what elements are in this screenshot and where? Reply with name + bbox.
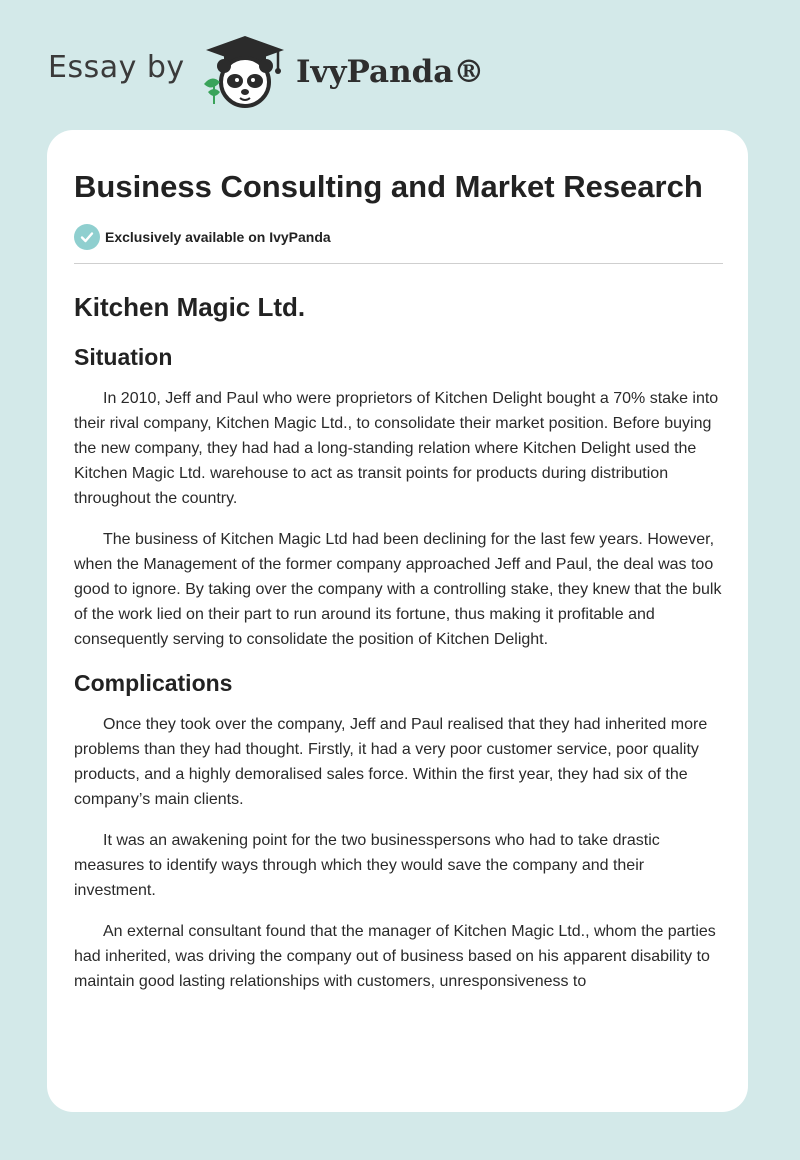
- paragraph: An external consultant found that the manager of Kitchen Magic Ltd., whom the parties had inherited, was driving the company out of business based on his apparent disability to maintain good lasting relationships with customers, unresponsiveness to: [74, 923, 716, 990]
- company-heading: Kitchen Magic Ltd.: [74, 292, 306, 322]
- ivypanda-logo-icon[interactable]: [200, 36, 290, 108]
- exclusive-badge: [74, 224, 724, 250]
- section-heading-complications: Complications: [74, 670, 233, 696]
- essay-title: Business Consulting and Market Research: [74, 169, 703, 204]
- paragraph: Once they took over the company, Jeff and Paul realised that they had inherited more problems than they had thought. Firstly, it had a very poor customer service, poor quality products, and a highly demoralised sales force. Within the first year, they had six of the company’s main clients.: [74, 716, 708, 808]
- exclusive-label: Exclusively available on IvyPanda: [105, 229, 331, 245]
- divider: [74, 263, 723, 264]
- paragraph: It was an awakening point for the two businesspersons who had to take drastic measures to identify ways through which they would save the company and their investment.: [74, 832, 660, 899]
- essay-content: [74, 166, 724, 994]
- paragraph: The business of Kitchen Magic Ltd had been declining for the last few years. However, when the Management of the former company approached Jeff and Paul, the deal was too good to ignore. By taking over the company with a controlling stake, they knew that the bulk of the work lied on their part to run around its fortune, thus making it profitable and consequently serving to consolidate the position of Kitchen Delight.: [74, 531, 722, 648]
- site-header: [0, 0, 800, 130]
- essay-card: [47, 130, 748, 1112]
- section-heading-situation: Situation: [74, 344, 173, 370]
- essay-by-label: Essay by: [48, 50, 185, 85]
- checkmark-icon: [74, 224, 100, 250]
- paragraph: In 2010, Jeff and Paul who were proprietors of Kitchen Delight bought a 70% stake into their rival company, Kitchen Magic Ltd., to consolidate their market position. Before buying the new company, they had had a long-standing relation where Kitchen Delight used the Kitchen Magic Ltd. warehouse to act as transit points for products during distribution throughout the country.: [74, 390, 719, 507]
- brand-name[interactable]: IvyPanda®: [296, 54, 485, 90]
